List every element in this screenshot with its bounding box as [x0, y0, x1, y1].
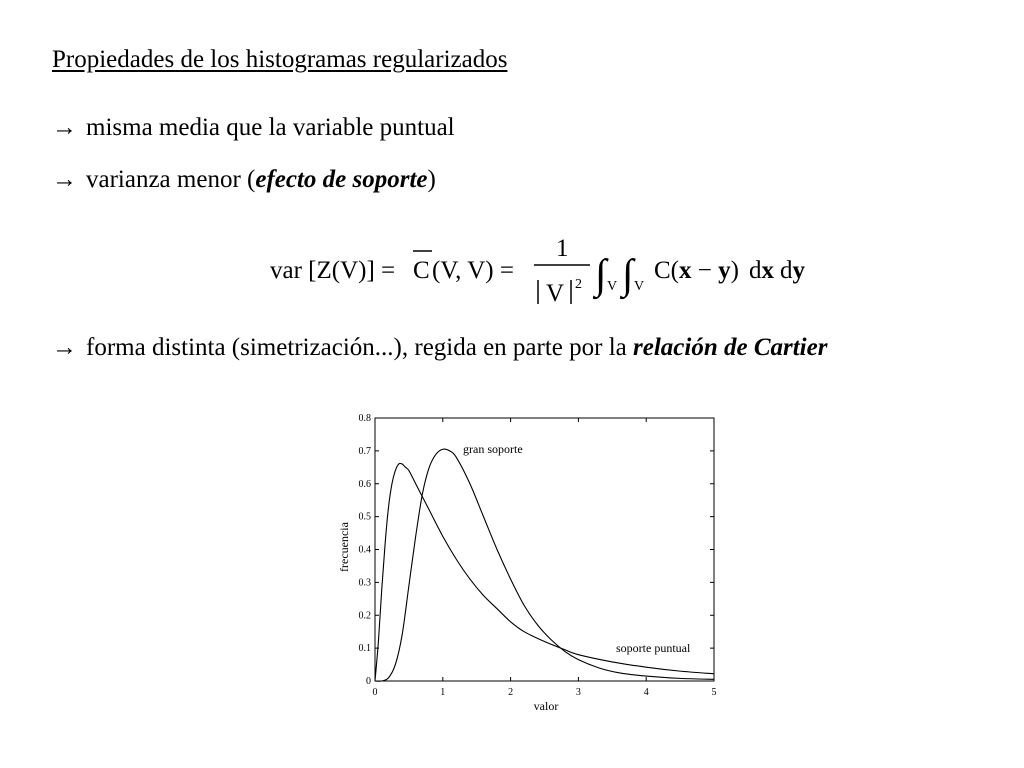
legend-soporte-puntual: soporte puntual	[616, 641, 691, 655]
formula-domain-2: V	[634, 279, 645, 294]
x-tick-label: 5	[711, 687, 717, 698]
formula-lhs: var [Z(V)] =	[270, 257, 396, 284]
x-tick-label: 0	[372, 687, 378, 698]
y-tick-label: 0.5	[358, 511, 371, 523]
x-tick-label: 4	[643, 687, 649, 698]
bullet-different-shape	[52, 334, 827, 362]
x-tick-label: 3	[575, 687, 581, 698]
formula-integral-1: ∫	[595, 252, 607, 298]
formula-exponent: 2	[575, 277, 582, 292]
bullet2-emphasis: efecto de soporte	[255, 166, 428, 193]
y-tick-label: 0	[366, 676, 371, 687]
bullet-smaller-variance	[52, 166, 436, 194]
legend-gran-soporte: gran soporte	[463, 442, 523, 456]
x-axis-label: valor	[533, 699, 559, 713]
bullet3-emphasis: relación de Cartier	[633, 334, 828, 361]
y-tick-label: 0.6	[358, 478, 371, 490]
arrow-icon: →	[52, 114, 77, 141]
y-tick-label: 0.3	[358, 577, 371, 589]
y-tick-label: 0.1	[358, 643, 371, 655]
formula-numerator: 1	[556, 235, 569, 262]
x-tick-label: 2	[508, 687, 514, 698]
arrow-icon: →	[52, 334, 77, 361]
slide-title: Propiedades de los histogramas regularizados	[52, 46, 508, 73]
y-tick-label: 0.7	[358, 445, 371, 457]
y-tick-label: 0.4	[358, 544, 371, 556]
arrow-icon: →	[52, 166, 77, 193]
histogram-chart	[330, 405, 730, 735]
bullet2-close: )	[427, 166, 436, 193]
bullet1-text: misma media que la variable puntual	[86, 114, 455, 141]
y-tick-label: 0.8	[358, 413, 371, 424]
y-tick-label: 0.2	[358, 610, 371, 622]
formula-cbar-args: (V, V) =	[432, 257, 514, 284]
formula-domain-1: V	[607, 279, 618, 294]
bullet-same-mean	[52, 114, 455, 142]
variance-formula	[0, 232, 1024, 312]
formula-denominator: V	[546, 280, 565, 307]
x-tick-label: 1	[440, 687, 446, 698]
formula-cbar: C	[413, 257, 430, 284]
bullet2-text: varianza menor (	[86, 166, 256, 193]
bullet3-text: forma distinta (simetrización...), regida en parte por la	[86, 334, 627, 361]
formula-integral-2: ∫	[622, 252, 634, 298]
formula-integrand: C(x − y) dx dy	[654, 257, 805, 284]
y-axis-label: frecuencia	[337, 522, 351, 572]
